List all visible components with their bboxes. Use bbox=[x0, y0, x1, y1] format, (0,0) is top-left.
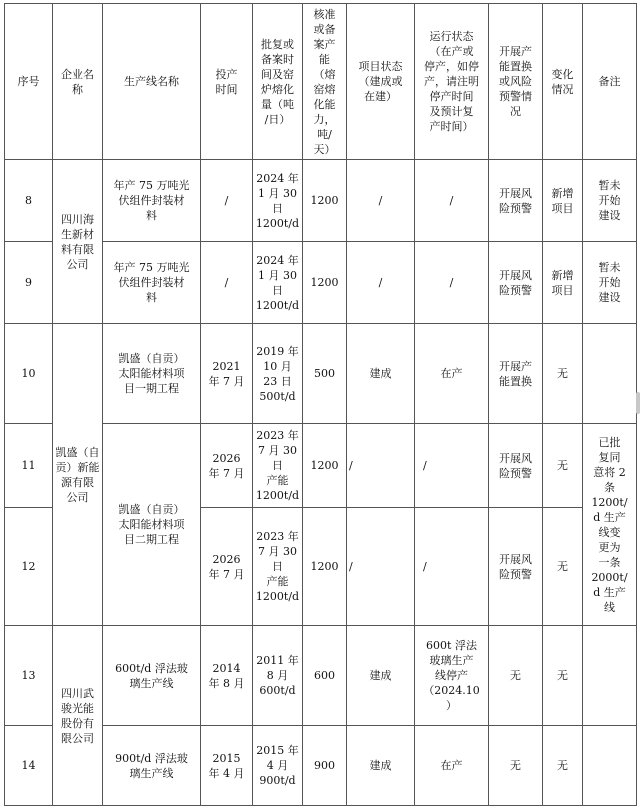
cell-start-time: / bbox=[201, 160, 253, 242]
cell-start-time: 2014 年 8 月 bbox=[201, 626, 253, 726]
cell-start-time: 2026 年 7 月 bbox=[201, 508, 253, 626]
cell-no: 8 bbox=[5, 160, 53, 242]
cell-approval: 2023 年 7 月 30 日 产能 1200t/d bbox=[253, 424, 303, 508]
cell-line-name: 600t/d 浮法玻 璃生产线 bbox=[103, 626, 201, 726]
header-warning: 开展产 能置换 或风险 预警情 况 bbox=[489, 4, 543, 160]
header-row bbox=[5, 4, 637, 160]
table-row bbox=[5, 626, 637, 726]
cell-warning: 无 bbox=[489, 726, 543, 806]
cell-project-status: 建成 bbox=[347, 626, 415, 726]
header-note: 备注 bbox=[583, 4, 637, 160]
cell-capacity: 1200 bbox=[303, 160, 347, 242]
cell-company: 四川武 骏光能 股份有 限公司 bbox=[53, 626, 103, 806]
cell-capacity: 1200 bbox=[303, 508, 347, 626]
cell-warning: 开展风 险预警 bbox=[489, 160, 543, 242]
cell-change: 无 bbox=[543, 508, 583, 626]
cell-capacity: 1200 bbox=[303, 424, 347, 508]
cell-project-status: 建成 bbox=[347, 726, 415, 806]
cell-approval: 2024 年 1 月 30 日 1200t/d bbox=[253, 160, 303, 242]
cell-line-name: 凯盛（自贡） 太阳能材料项 目一期工程 bbox=[103, 324, 201, 424]
cell-note: 暂未 开始 建设 bbox=[583, 160, 637, 242]
cell-capacity: 600 bbox=[303, 626, 347, 726]
cell-run-status: / bbox=[415, 424, 489, 508]
cell-line-name: 年产 75 万吨光 伏组件封装材 料 bbox=[103, 160, 201, 242]
header-company: 企业名 称 bbox=[53, 4, 103, 160]
cell-warning: 开展产 能置换 bbox=[489, 324, 543, 424]
cell-approval: 2011 年 8 月 600t/d bbox=[253, 626, 303, 726]
cell-project-status: / bbox=[347, 508, 415, 626]
cell-approval: 2024 年 1 月 30 日 1200t/d bbox=[253, 242, 303, 324]
cell-capacity: 500 bbox=[303, 324, 347, 424]
cell-run-status: 在产 bbox=[415, 324, 489, 424]
cell-no: 13 bbox=[5, 626, 53, 726]
cell-change: 无 bbox=[543, 424, 583, 508]
cell-no: 12 bbox=[5, 508, 53, 626]
cell-project-status: / bbox=[347, 242, 415, 324]
cell-note bbox=[583, 726, 637, 806]
cell-start-time: / bbox=[201, 242, 253, 324]
cell-warning: 无 bbox=[489, 626, 543, 726]
cell-no: 11 bbox=[5, 424, 53, 508]
header-capacity: 核准 或备 案产 能 （熔 窑熔 化能 力， 吨/ 天） bbox=[303, 4, 347, 160]
cell-project-status: 建成 bbox=[347, 324, 415, 424]
cell-change: 无 bbox=[543, 324, 583, 424]
cell-project-status: / bbox=[347, 424, 415, 508]
cell-run-status: 600t 浮法 玻璃生产 线停产 （2024.10 ） bbox=[415, 626, 489, 726]
table-row bbox=[5, 324, 637, 424]
cell-project-status: / bbox=[347, 160, 415, 242]
cell-change: 无 bbox=[543, 726, 583, 806]
cell-start-time: 2015 年 4 月 bbox=[201, 726, 253, 806]
cell-run-status: / bbox=[415, 242, 489, 324]
cell-company: 四川海 生新材 料有限 公司 bbox=[53, 160, 103, 324]
header-change: 变化 情况 bbox=[543, 4, 583, 160]
cell-start-time: 2021 年 7 月 bbox=[201, 324, 253, 424]
cell-approval: 2019 年 10 月 23 日 500t/d bbox=[253, 324, 303, 424]
cell-note bbox=[583, 626, 637, 726]
header-line-name: 生产线名称 bbox=[103, 4, 201, 160]
header-no: 序号 bbox=[5, 4, 53, 160]
cell-start-time: 2026 年 7 月 bbox=[201, 424, 253, 508]
header-start-time: 投产 时间 bbox=[201, 4, 253, 160]
cell-capacity: 1200 bbox=[303, 242, 347, 324]
cell-note bbox=[583, 324, 637, 424]
cell-run-status: 在产 bbox=[415, 726, 489, 806]
cell-note: 暂未 开始 建设 bbox=[583, 242, 637, 324]
vertical-scrollbar-thumb[interactable] bbox=[636, 392, 640, 414]
cell-company: 凯盛（自 贡）新能 源有限 公司 bbox=[53, 324, 103, 626]
cell-approval: 2015 年 4 月 900t/d bbox=[253, 726, 303, 806]
header-project-status: 项目状态 （建成或 在建） bbox=[347, 4, 415, 160]
header-run-status: 运行状态 （在产或 停产，如停 产，请注明 停产时间 及预计复 产时间） bbox=[415, 4, 489, 160]
cell-capacity: 900 bbox=[303, 726, 347, 806]
cell-no: 10 bbox=[5, 324, 53, 424]
cell-warning: 开展风 险预警 bbox=[489, 242, 543, 324]
cell-no: 14 bbox=[5, 726, 53, 806]
cell-warning: 开展风 险预警 bbox=[489, 424, 543, 508]
cell-change: 新增 项目 bbox=[543, 160, 583, 242]
cell-no: 9 bbox=[5, 242, 53, 324]
cell-warning: 开展风 险预警 bbox=[489, 508, 543, 626]
cell-line-name: 900t/d 浮法玻 璃生产线 bbox=[103, 726, 201, 806]
cell-approval: 2023 年 7 月 30 日 产能 1200t/d bbox=[253, 508, 303, 626]
cell-note: 已批 复同 意将 2 条 1200t/ d 生产 线变 更为 一条 2000t/ d 生产 线 bbox=[583, 424, 637, 626]
cell-line-name: 凯盛（自贡） 太阳能材料项 目二期工程 bbox=[103, 424, 201, 626]
cell-run-status: / bbox=[415, 160, 489, 242]
cell-run-status: / bbox=[415, 508, 489, 626]
header-approval: 批复或 备案时 间及窑 炉熔化 量（吨 /日） bbox=[253, 4, 303, 160]
cell-line-name: 年产 75 万吨光 伏组件封装材 料 bbox=[103, 242, 201, 324]
cell-change: 新增 项目 bbox=[543, 242, 583, 324]
enterprise-glass-table bbox=[4, 3, 637, 806]
table-row bbox=[5, 160, 637, 242]
cell-change: 无 bbox=[543, 626, 583, 726]
